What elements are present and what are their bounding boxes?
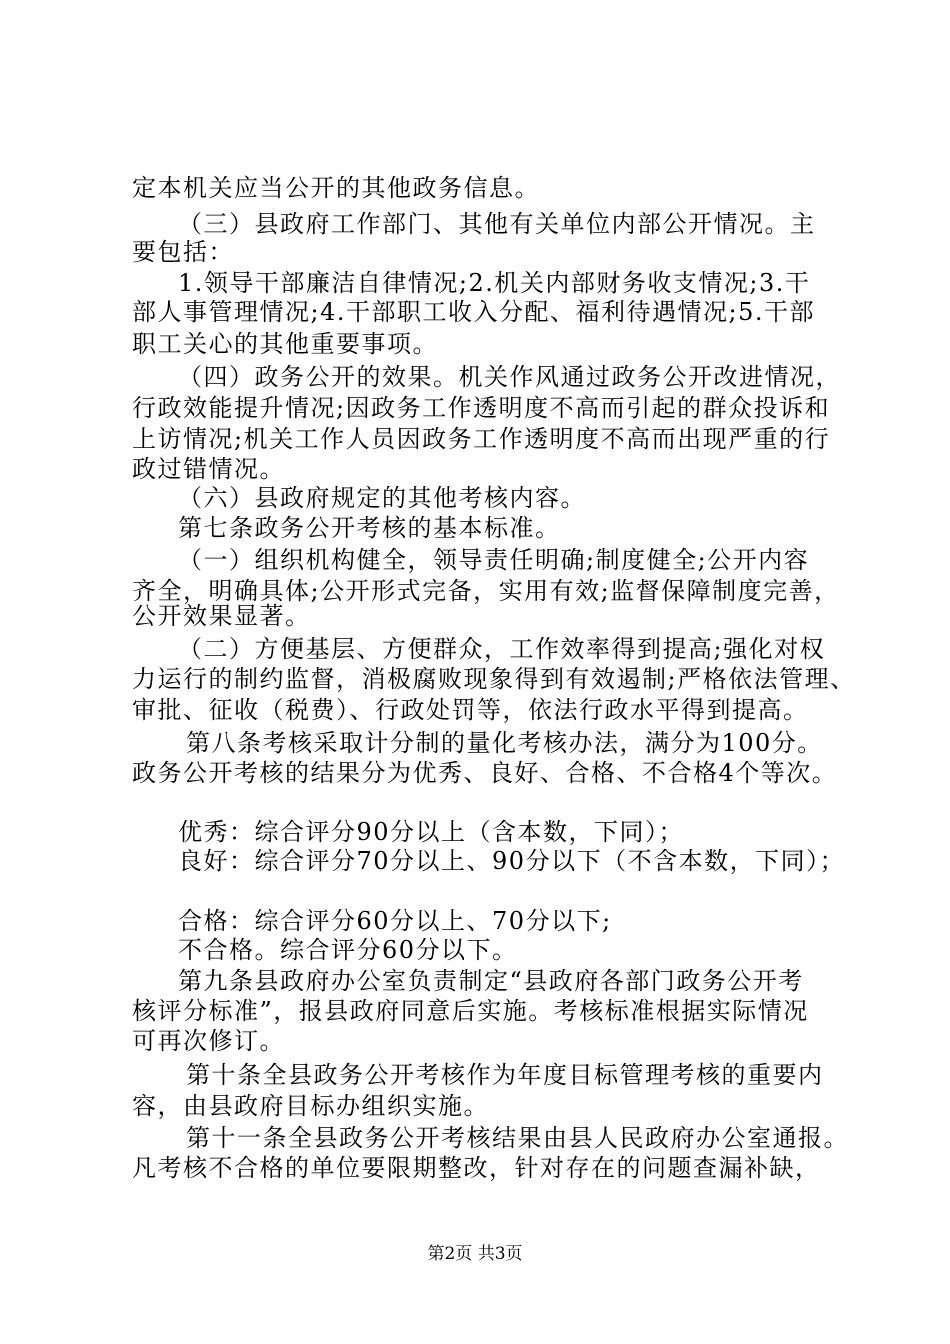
text-line: 上访情况;机关工作人员因政务工作透明度不高而出现严重的行 <box>132 425 831 453</box>
text-line: 容，由县政府目标办组织实施。 <box>132 1092 489 1120</box>
text-line: 第七条政务公开考核的基本标准。 <box>178 514 561 542</box>
text-line: 公开效果显著。 <box>132 602 311 630</box>
text-line: 可再次修订。 <box>132 1027 285 1055</box>
page-number-footer: 第2页 共3页 <box>427 1244 523 1264</box>
text-line: （二）方便基层、方便群众，工作效率得到提高;强化对权 <box>178 635 826 663</box>
text-line: 优秀：综合评分90分以上（含本数，下同）； <box>178 818 685 846</box>
text-line: 要包括： <box>132 238 234 266</box>
text-line: 政过错情况。 <box>132 455 285 483</box>
text-line: 第十一条全县政务公开考核结果由县人民政府办公室通报。 <box>186 1124 849 1152</box>
text-line: 定本机关应当公开的其他政务信息。 <box>132 174 540 202</box>
text-line: 政务公开考核的结果分为优秀、良好、合格、不合格4个等次。 <box>132 759 838 787</box>
text-line: （一）组织机构健全，领导责任明确;制度健全;公开内容 <box>178 546 810 574</box>
text-line: 职工关心的其他重要事项。 <box>132 330 438 358</box>
text-line: （四）政务公开的效果。机关作风通过政务公开改进情况， <box>178 363 841 391</box>
text-line: 力运行的制约监督，消极腐败现象得到有效遏制;严格依法管理、 <box>132 665 856 693</box>
text-line: 部人事管理情况;4.干部职工收入分配、福利待遇情况;5.干部 <box>132 298 815 326</box>
text-line: （六）县政府规定的其他考核内容。 <box>178 484 586 512</box>
text-line: 第九条县政府办公室负责制定“县政府各部门政务公开考 <box>178 967 804 995</box>
text-line: 不合格。综合评分60分以下。 <box>178 936 518 964</box>
text-line: 核评分标准”，报县政府同意后实施。考核标准根据实际情况 <box>132 997 809 1025</box>
text-line: （三）县政府工作部门、其他有关单位内部公开情况。主 <box>178 210 816 238</box>
text-line: 良好：综合评分70分以上、90分以下（不含本数，下同）； <box>178 847 846 875</box>
text-line: 合格：综合评分60分以上、70分以下; <box>178 907 612 935</box>
text-line: 齐全，明确具体;公开形式完备，实用有效;监督保障制度完善， <box>132 577 840 605</box>
text-line: 1.领导干部廉洁自律情况;2.机关内部财务收支情况;3.干 <box>178 269 811 297</box>
text-line: 凡考核不合格的单位要限期整改，针对存在的问题查漏补缺， <box>132 1154 821 1182</box>
text-line: 行政效能提升情况;因政务工作透明度不高而引起的群众投诉和 <box>132 394 831 422</box>
text-line: 审批、征收（税费）、行政处罚等，依法行政水平得到提高。 <box>132 696 809 724</box>
text-line: 第八条考核采取计分制的量化考核办法，满分为100分。 <box>186 729 823 757</box>
text-line: 第十条全县政务公开考核作为年度目标管理考核的重要内 <box>186 1061 824 1089</box>
